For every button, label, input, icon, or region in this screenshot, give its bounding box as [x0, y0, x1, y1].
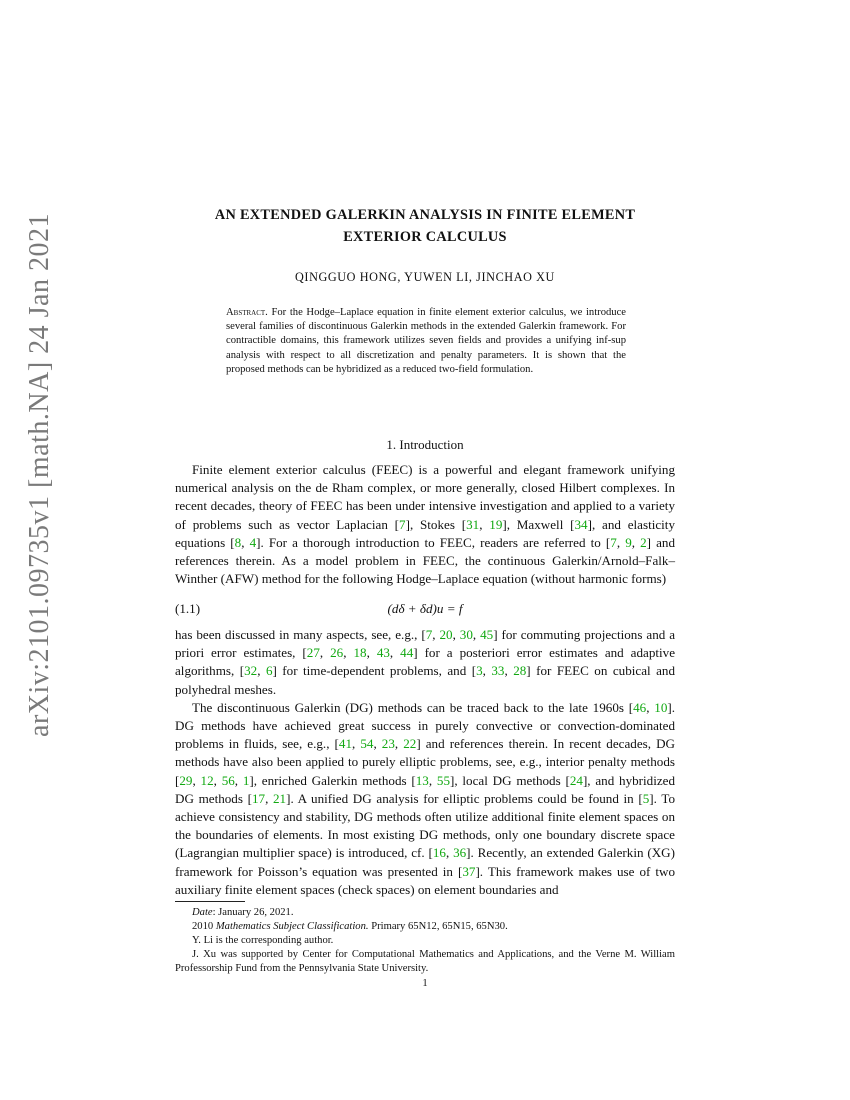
citation-link[interactable]: 45 — [480, 627, 494, 642]
equation-body: (dδ + δd)u = f — [387, 601, 463, 616]
paper-title-line1: AN EXTENDED GALERKIN ANALYSIS IN FINITE ELEMENT — [214, 207, 636, 223]
equation-1-1 — [175, 601, 675, 621]
citation-link[interactable]: 21 — [273, 790, 287, 806]
arxiv-identifier — [20, 213, 60, 737]
paper-title-line2: EXTERIOR CALCULUS — [343, 229, 507, 245]
citation-link[interactable]: 41 — [338, 736, 352, 752]
citation-link[interactable]: 34 — [574, 516, 588, 532]
citation-link[interactable]: 6 — [265, 663, 273, 679]
citation-link[interactable]: 20 — [439, 627, 453, 642]
citation-link[interactable]: 29 — [179, 772, 193, 788]
citation-link[interactable]: 27 — [306, 645, 320, 661]
citation-link[interactable]: 7 — [425, 627, 433, 642]
citation-link[interactable]: 24 — [569, 772, 583, 788]
citation-link[interactable]: 19 — [489, 516, 503, 532]
footnotes — [175, 906, 675, 976]
citation-link[interactable]: 56 — [221, 772, 235, 788]
citation-link[interactable]: 26 — [330, 645, 344, 661]
citation-link[interactable]: 33 — [491, 663, 505, 679]
citation-link[interactable]: 7 — [399, 516, 406, 532]
abstract — [226, 306, 626, 377]
footnote-date: Date: January 26, 2021. — [192, 907, 294, 918]
citation-link[interactable]: 44 — [400, 645, 414, 661]
citation-link[interactable]: 8 — [234, 534, 242, 550]
citation-link[interactable]: 46 — [633, 699, 647, 715]
citation-link[interactable]: 9 — [625, 534, 632, 550]
citation-link[interactable]: 37 — [462, 863, 476, 879]
intro-paragraphs-2-3 — [175, 626, 675, 899]
citation-link[interactable]: 5 — [642, 790, 650, 806]
citation-link[interactable]: 17 — [251, 790, 266, 806]
page-number: 1 — [422, 978, 428, 989]
arxiv-identifier-text: arXiv:2101.09735v1 [math.NA] 24 Jan 2021 — [24, 213, 55, 737]
citation-link[interactable]: 31 — [466, 516, 480, 532]
citation-link[interactable]: 55 — [436, 772, 450, 788]
citation-link[interactable]: 3 — [476, 663, 483, 679]
citation-link[interactable]: 32 — [244, 663, 258, 679]
paper-title — [175, 204, 675, 248]
citation-link[interactable]: 54 — [360, 736, 374, 752]
citation-link[interactable]: 10 — [654, 699, 668, 715]
citation-link[interactable]: 13 — [415, 772, 429, 788]
citation-link[interactable]: 28 — [513, 663, 527, 679]
abstract-text: For the Hodge–Laplace equation in finite element exterior calculus, we introduce several families of discontinuous Galerkin methods in the extended Galerkin framework. For contractible domains, this framework utilizes seven fields and provides a unifying inf-sup analysis with respect to all discretization and penalty parameters. It is shown that the proposed methods can be hybridized as a reduced two-field formulation. — [226, 307, 626, 375]
citation-link[interactable]: 12 — [200, 772, 214, 788]
author-list: QINGGUO HONG, YUWEN LI, JINCHAO XU — [295, 270, 555, 284]
citation-link[interactable]: 1 — [242, 772, 250, 788]
equation-number: (1.1) — [175, 601, 201, 616]
citation-link[interactable]: 18 — [353, 645, 367, 661]
intro-paragraph-2: has been discussed in many aspects, see, e.g., [7, 20, 30, 45] for commuting projections and a priori error estimates, [27, 26, 18, 43, 44] for a posteriori error estimates and adaptive algorithms, [32, 6] for time-dependent problems, and [3, 33, 28] for FEEC on cubical and polyhedral meshes. — [175, 627, 676, 697]
abstract-label: Abstract. — [226, 307, 268, 318]
citation-link[interactable]: 16 — [432, 845, 446, 861]
section-heading: 1. Introduction — [386, 437, 464, 452]
intro-paragraph-1: Finite element exterior calculus (FEEC) is a powerful and elegant framework unifying numerical analysis on the de Rham complex, or more generally, closed Hilbert complexes. In recent decades, theory of FEEC has been under intensive investigation and applied to a variety of problems such as vector Laplacian [7], Stokes [31, 19], Maxwell [34], and elasticity equations [8, 4]. For a thorough introduction to FEEC, readers are referred to [7, 9, 2] and references therein. As a model problem in FEEC, the continuous Galerkin/Arnold–Falk–Winther (AFW) method for the following Hodge–Laplace equation (without harmonic forms) — [175, 462, 676, 587]
footnote-rule — [175, 901, 245, 902]
citation-link[interactable]: 43 — [376, 645, 390, 661]
footnote-msc: 2010 Mathematics Subject Classification. Primary 65N12, 65N15, 65N30. — [192, 920, 508, 932]
citation-link[interactable]: 22 — [403, 736, 417, 752]
citation-link[interactable]: 23 — [381, 736, 395, 752]
citation-link[interactable]: 2 — [640, 534, 647, 550]
footnote-support: J. Xu was supported by Center for Computational Mathematics and Applications, and the Verne M. William Professorship Fund from the Pennsylvania State University. — [175, 948, 675, 974]
intro-paragraph-3: The discontinuous Galerkin (DG) methods can be traced back to the late 1960s [46, 10]. DG methods have achieved great success in purely convective or convection-dominated problems in fluids, see, e.g., [41, 54, 23, 22] and references therein. In recent decades, DG methods have also been applied to purely elliptic problems, see, e.g., interior penalty methods [29, 12, 56, 1], enriched Galerkin methods [13, 55], local DG methods [24], and hybridized DG methods [17, 21]. A unified DG analysis for elliptic problems could be found in [5]. To achieve consistency and stability, DG methods often utilize additional finite element spaces on the boundaries of elements. In most existing DG methods, only one boundary discrete space (Lagrangian multiplier space) is introduced, cf. [16, 36]. Recently, an extended Galerkin (XG) framework for Poisson’s equation was presented in [37]. This framework makes use of two auxiliary finite element spaces (check spaces) on element boundaries and — [175, 699, 676, 897]
citation-link[interactable]: 36 — [453, 845, 467, 861]
citation-link[interactable]: 30 — [459, 627, 473, 642]
citation-link[interactable]: 4 — [249, 534, 257, 550]
citation-link[interactable]: 7 — [610, 534, 617, 550]
footnote-corresponding: Y. Li is the corresponding author. — [192, 934, 334, 946]
